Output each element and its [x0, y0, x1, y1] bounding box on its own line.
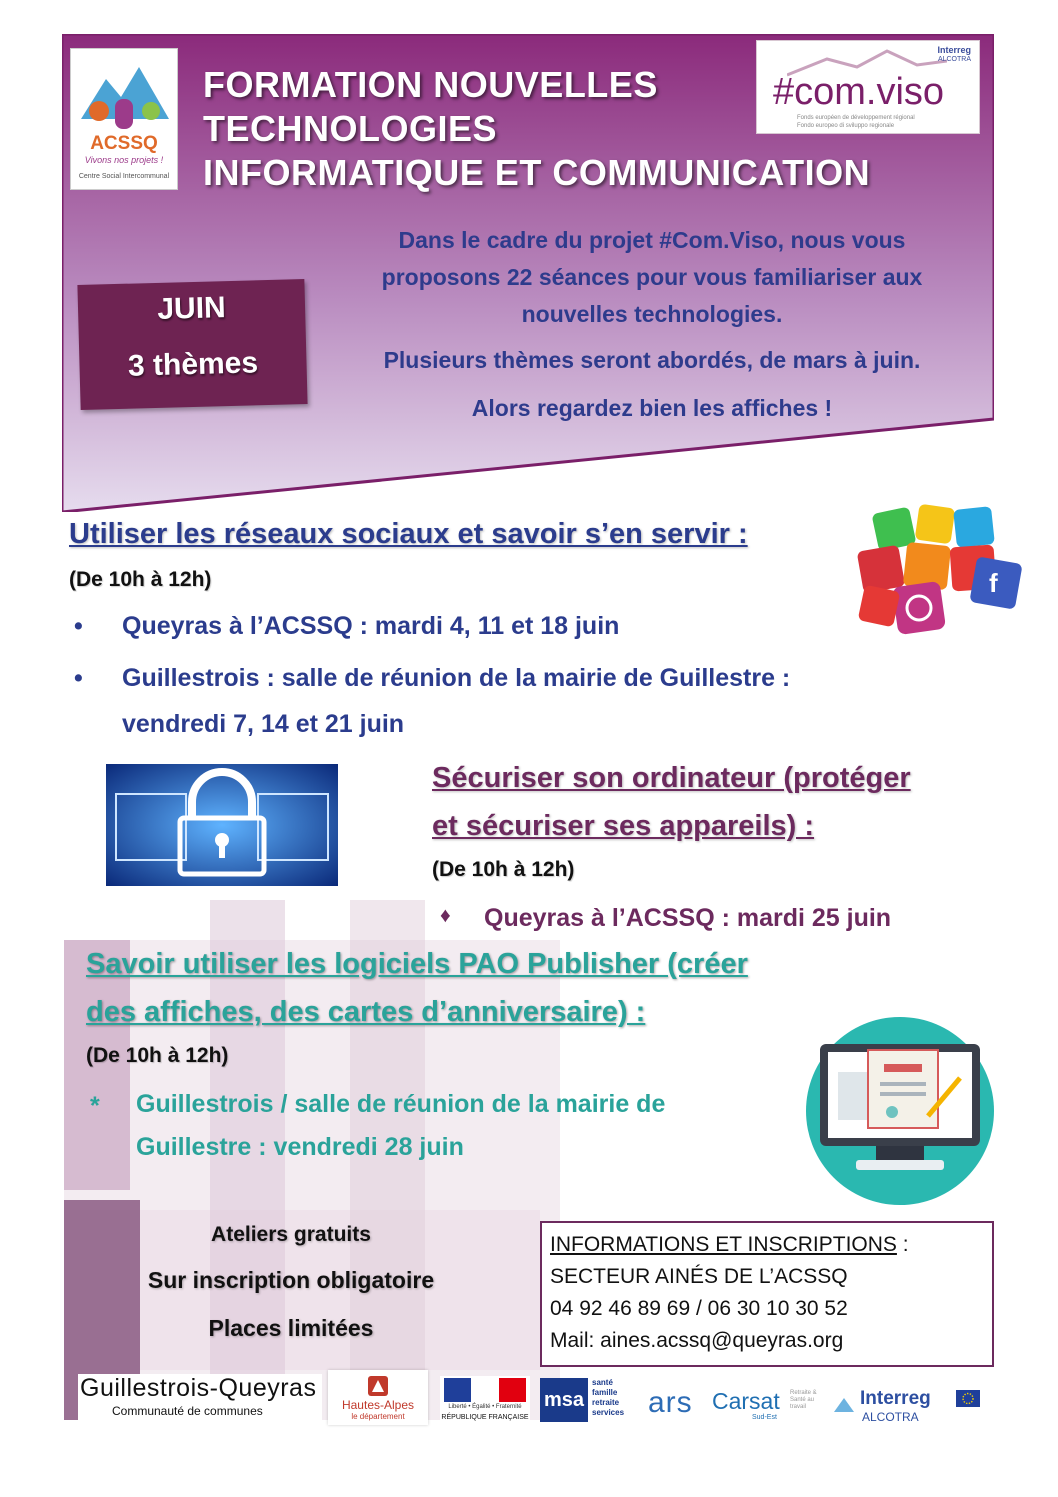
- guillestrois-queyras-logo: [78, 1374, 322, 1420]
- title-line-3: INFORMATIQUE ET COMMUNICATION: [203, 152, 871, 193]
- social-media-cubes-image: [855, 500, 1025, 640]
- section2-title-line2: et sécuriser ses appareils) :: [432, 810, 815, 842]
- hautes-alpes-shield-icon: [366, 1374, 390, 1398]
- comviso-alcotra: ALCOTRA: [937, 56, 971, 63]
- interreg-mountain-icon: [834, 1396, 854, 1412]
- free-workshops: Ateliers gratuits: [211, 1223, 371, 1246]
- section2-bullet: ♦: [440, 904, 451, 927]
- rf-name: RÉPUBLIQUE FRANÇAISE: [441, 1414, 529, 1421]
- rf-motto: Liberté • Égalité • Fraternité: [448, 1404, 522, 1410]
- acssq-logo-subtitle: Centre Social Intercommunal: [78, 173, 170, 180]
- info-title-colon: :: [896, 1233, 909, 1256]
- comviso-logo: [756, 40, 980, 134]
- carsat-sub: Sud-Est: [752, 1414, 777, 1421]
- section3-title-line1: Savoir utiliser les logiciels PAO Publisher (créer: [86, 948, 748, 980]
- carsat-name: Carsat: [712, 1388, 780, 1414]
- interreg-name: Interreg: [860, 1388, 931, 1409]
- acssq-logo-name: ACSSQ: [90, 133, 158, 154]
- title-line-1: FORMATION NOUVELLES: [203, 64, 658, 105]
- republique-francaise-logo: [440, 1376, 530, 1428]
- section2-title-line1: Sécuriser son ordinateur (protéger: [432, 762, 911, 794]
- info-phone[interactable]: 04 92 46 89 69 / 06 30 10 30 52: [550, 1297, 848, 1320]
- msa-line-4: services: [592, 1408, 625, 1417]
- section2-time: (De 10h à 12h): [432, 858, 575, 881]
- carsat-side: Retraite & Santé au travail: [790, 1390, 817, 1410]
- ars-name: ars: [648, 1386, 693, 1419]
- intro-line-3: nouvelles technologies.: [521, 301, 783, 327]
- eu-flag-icon: [956, 1390, 980, 1407]
- registration-required: Sur inscription obligatoire: [147, 1267, 435, 1293]
- title-line-2: TECHNOLOGIES: [203, 108, 498, 149]
- intro-line-1: Dans le cadre du projet #Com.Viso, nous vous: [398, 227, 906, 253]
- msa-mark: msa: [540, 1378, 588, 1422]
- msa-logo: [540, 1378, 636, 1422]
- section1-item-1: Queyras à l’ACSSQ : mardi 4, 11 et 18 juin: [122, 612, 620, 640]
- section3-bullet: *: [90, 1092, 100, 1120]
- padlock-security-image: [106, 764, 338, 886]
- section1-time: (De 10h à 12h): [69, 568, 212, 591]
- section2-item-1: Queyras à l’ACSSQ : mardi 25 juin: [484, 904, 892, 932]
- msa-line-1: santé: [592, 1378, 613, 1387]
- gq-name: Guillestrois-Queyras: [80, 1374, 317, 1402]
- section1-bullet-2: •: [74, 664, 83, 692]
- svg-text:f: f: [989, 568, 998, 598]
- info-title-row: [550, 1233, 909, 1257]
- french-flag-icon: [444, 1378, 526, 1402]
- section3-title-line2: des affiches, des cartes d’anniversaire) :: [86, 996, 646, 1028]
- hautes-alpes-name: Hautes-Alpes: [341, 1398, 415, 1412]
- section1-item-2-line1: Guillestrois : salle de réunion de la mairie de Guillestre :: [122, 664, 791, 692]
- interreg-alcotra-logo: [832, 1386, 982, 1426]
- ars-logo: [646, 1386, 704, 1422]
- mountain-logo-icon: [71, 49, 177, 189]
- hautes-alpes-logo: [328, 1370, 428, 1425]
- msa-lines: [592, 1378, 624, 1418]
- themes-label: 3 thèmes: [127, 346, 259, 383]
- section3-item-1-line2: Guillestre : vendredi 28 juin: [136, 1133, 464, 1161]
- comviso-fund-fr: Fonds européen de développement régional: [797, 115, 915, 121]
- limited-places: Places limitées: [208, 1315, 374, 1341]
- gq-sub: Communauté de communes: [112, 1404, 263, 1418]
- info-box: [540, 1221, 994, 1367]
- acssq-logo-tagline: Vivons nos projets !: [84, 155, 164, 165]
- info-mail[interactable]: Mail: aines.acssq@queyras.org: [550, 1329, 844, 1352]
- msa-line-2: famille: [592, 1388, 618, 1397]
- header-banner: [62, 34, 994, 512]
- intro-line-4: Plusieurs thèmes seront abordés, de mars à juin.: [383, 347, 921, 373]
- acssq-logo: [70, 48, 178, 190]
- alcotra-name: ALCOTRA: [862, 1410, 919, 1424]
- section3-item-1-line1: Guillestrois / salle de réunion de la mairie de: [136, 1090, 666, 1118]
- month-label: JUIN: [156, 291, 227, 326]
- msa-line-3: retraite: [592, 1398, 620, 1407]
- section1-item-2-line2: vendredi 7, 14 et 21 juin: [122, 710, 405, 738]
- hautes-alpes-sub: le département: [351, 1412, 405, 1421]
- info-title: INFORMATIONS ET INSCRIPTIONS: [550, 1233, 897, 1256]
- intro-line-2: proposons 22 séances pour vous familiariser aux: [381, 264, 923, 290]
- comviso-name: #com.viso: [773, 71, 945, 113]
- section3-time: (De 10h à 12h): [86, 1044, 229, 1067]
- comviso-interreg: Interreg: [937, 45, 971, 55]
- intro-line-5: Alors regardez bien les affiches !: [471, 395, 833, 421]
- comviso-fund-it: Fondo europeo di sviluppo regionale: [797, 123, 895, 129]
- month-badge: [77, 279, 307, 410]
- publisher-monitor-image: [800, 1016, 1000, 1206]
- carsat-logo: [712, 1386, 822, 1426]
- info-sector: SECTEUR AINÉS DE L’ACSSQ: [550, 1265, 848, 1288]
- section1-title: Utiliser les réseaux sociaux et savoir s’en servir :: [69, 518, 748, 550]
- section1-bullet-1: •: [74, 612, 83, 640]
